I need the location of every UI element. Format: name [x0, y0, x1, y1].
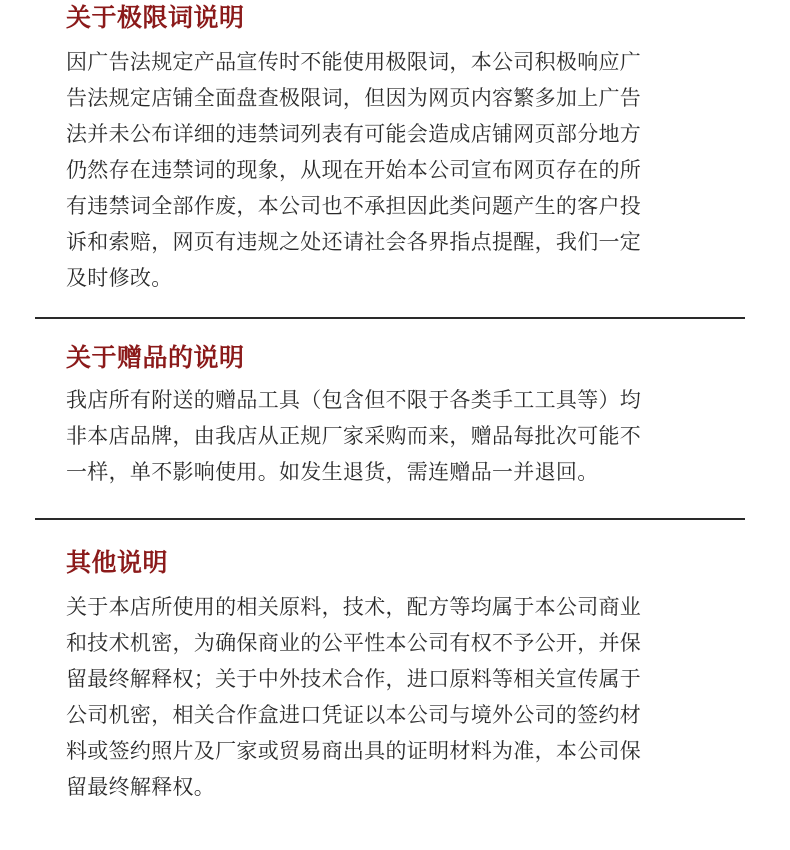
- body-line: 法并未公布详细的违禁词列表有可能会造成店铺网页部分地方: [66, 122, 642, 146]
- body-line: 公司机密，相关合作盒进口凭证以本公司与境外公司的签约材: [66, 703, 642, 727]
- section-title: 关于赠品的说明: [66, 343, 245, 372]
- body-line: 和技术机密，为确保商业的公平性本公司有权不予公开，并保: [66, 631, 642, 655]
- body-line: 料或签约照片及厂家或贸易商出具的证明材料为准，本公司保: [66, 739, 642, 763]
- body-line: 一样，单不影响使用。如发生退货，需连赠品一并退回。: [66, 460, 599, 484]
- body-line: 留最终解释权；关于中外技术合作，进口原料等相关宣传属于: [66, 667, 642, 691]
- section-body: [66, 382, 716, 490]
- section-title: 其他说明: [66, 548, 169, 577]
- section-extreme-words: [66, 0, 716, 296]
- section-other: [66, 545, 716, 805]
- body-line: 告法规定店铺全面盘查极限词，但因为网页内容繁多加上广告: [66, 86, 642, 110]
- body-line: 仍然存在违禁词的现象，从现在开始本公司宣布网页存在的所: [66, 158, 642, 182]
- body-line: 诉和索赔，网页有违规之处还请社会各界指点提醒，我们一定: [66, 230, 642, 254]
- body-line: 留最终解释权。: [66, 775, 216, 799]
- section-title: 关于极限词说明: [66, 3, 245, 32]
- section-divider: [35, 518, 745, 520]
- body-line: 非本店品牌，由我店从正规厂家采购而来，赠品每批次可能不: [66, 424, 642, 448]
- body-line: 我店所有附送的赠品工具（包含但不限于各类手工工具等）均: [66, 388, 642, 412]
- body-line: 有违禁词全部作废，本公司也不承担因此类问题产生的客户投: [66, 194, 642, 218]
- section-gifts: [66, 340, 716, 490]
- section-body: [66, 44, 716, 296]
- body-line: 关于本店所使用的相关原料，技术，配方等均属于本公司商业: [66, 595, 642, 619]
- body-line: 因广告法规定产品宣传时不能使用极限词，本公司积极响应广: [66, 50, 642, 74]
- section-body: [66, 589, 716, 805]
- body-line: 及时修改。: [66, 266, 173, 290]
- section-divider: [35, 317, 745, 319]
